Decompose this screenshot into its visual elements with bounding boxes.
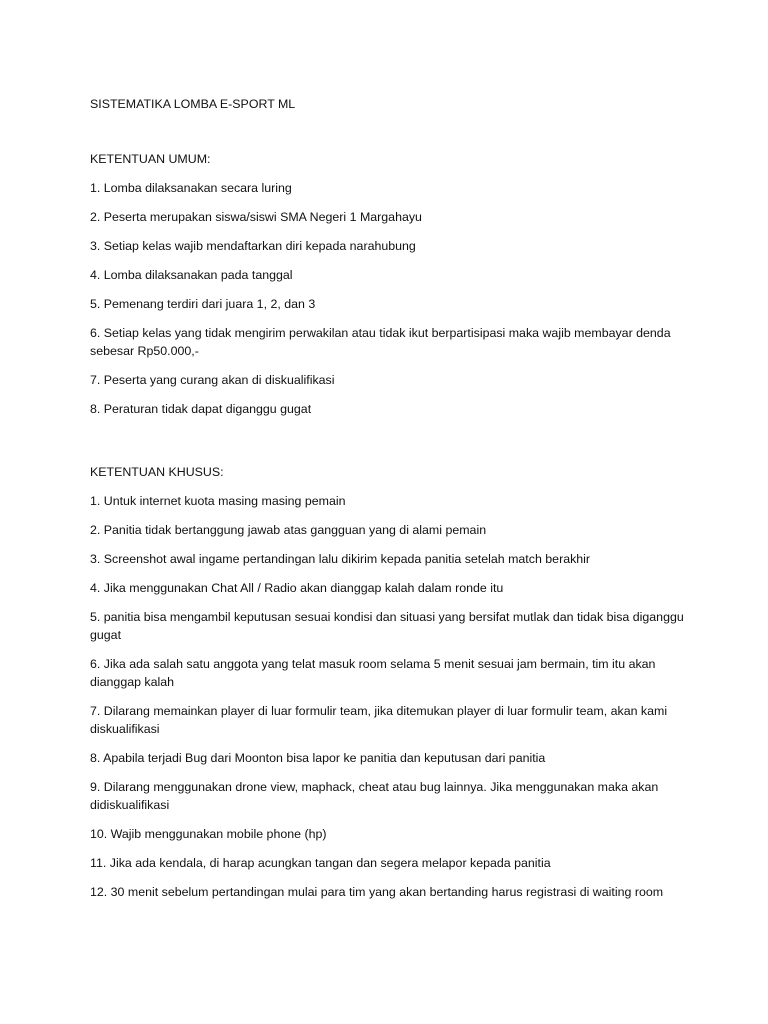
list-item: 10. Wajib menggunakan mobile phone (hp) (90, 827, 327, 841)
list-item: 2. Peserta merupakan siswa/siswi SMA Negeri 1 Margahayu (90, 210, 422, 224)
list-item: 8. Peraturan tidak dapat diganggu gugat (90, 402, 312, 416)
list-item: 1. Untuk internet kuota masing masing pemain (90, 494, 346, 508)
list-item: 5. panitia bisa mengambil keputusan sesuai kondisi dan situasi yang bersifat mutlak dan tidak bisa diganggu gugat (90, 610, 684, 642)
list-item: 5. Pemenang terdiri dari juara 1, 2, dan 3 (90, 297, 316, 311)
list-item: 6. Setiap kelas yang tidak mengirim perwakilan atau tidak ikut berpartisipasi maka wajib membayar denda sebesar Rp50.000,- (90, 326, 671, 358)
section-spacer (90, 429, 690, 463)
list-item: 3. Screenshot awal ingame pertandingan lalu dikirim kepada panitia setelah match berakhir (90, 552, 591, 566)
section-ketentuan-umum (90, 150, 690, 418)
list-item: 7. Peserta yang curang akan di diskualifikasi (90, 373, 335, 387)
list-item: 9. Dilarang menggunakan drone view, maphack, cheat atau bug lainnya. Jika menggunakan maka akan didiskualifikasi (90, 780, 659, 812)
list-item: 11. Jika ada kendala, di harap acungkan tangan dan segera melapor kepada panitia (90, 856, 551, 870)
section-heading-umum: KETENTUAN UMUM: (90, 152, 211, 166)
list-item: 3. Setiap kelas wajib mendaftarkan diri kepada narahubung (90, 239, 416, 253)
document-page (90, 95, 690, 912)
section-ketentuan-khusus (90, 463, 690, 901)
list-item: 7. Dilarang memainkan player di luar formulir team, jika ditemukan player di luar formulir team, akan kami diskualifikasi (90, 704, 668, 736)
list-item: 2. Panitia tidak bertanggung jawab atas gangguan yang di alami pemain (90, 523, 487, 537)
document-title: SISTEMATIKA LOMBA E-SPORT ML (90, 97, 296, 111)
list-item: 12. 30 menit sebelum pertandingan mulai para tim yang akan bertanding harus registrasi di waiting room (90, 885, 664, 899)
list-item: 8. Apabila terjadi Bug dari Moonton bisa lapor ke panitia dan keputusan dari panitia (90, 751, 546, 765)
section-heading-khusus: KETENTUAN KHUSUS: (90, 465, 224, 479)
list-item: 4. Lomba dilaksanakan pada tanggal (90, 268, 293, 282)
list-item: 6. Jika ada salah satu anggota yang telat masuk room selama 5 menit sesuai jam bermain, tim itu akan dianggap kalah (90, 657, 656, 689)
list-item: 4. Jika menggunakan Chat All / Radio akan dianggap kalah dalam ronde itu (90, 581, 504, 595)
list-item: 1. Lomba dilaksanakan secara luring (90, 181, 292, 195)
